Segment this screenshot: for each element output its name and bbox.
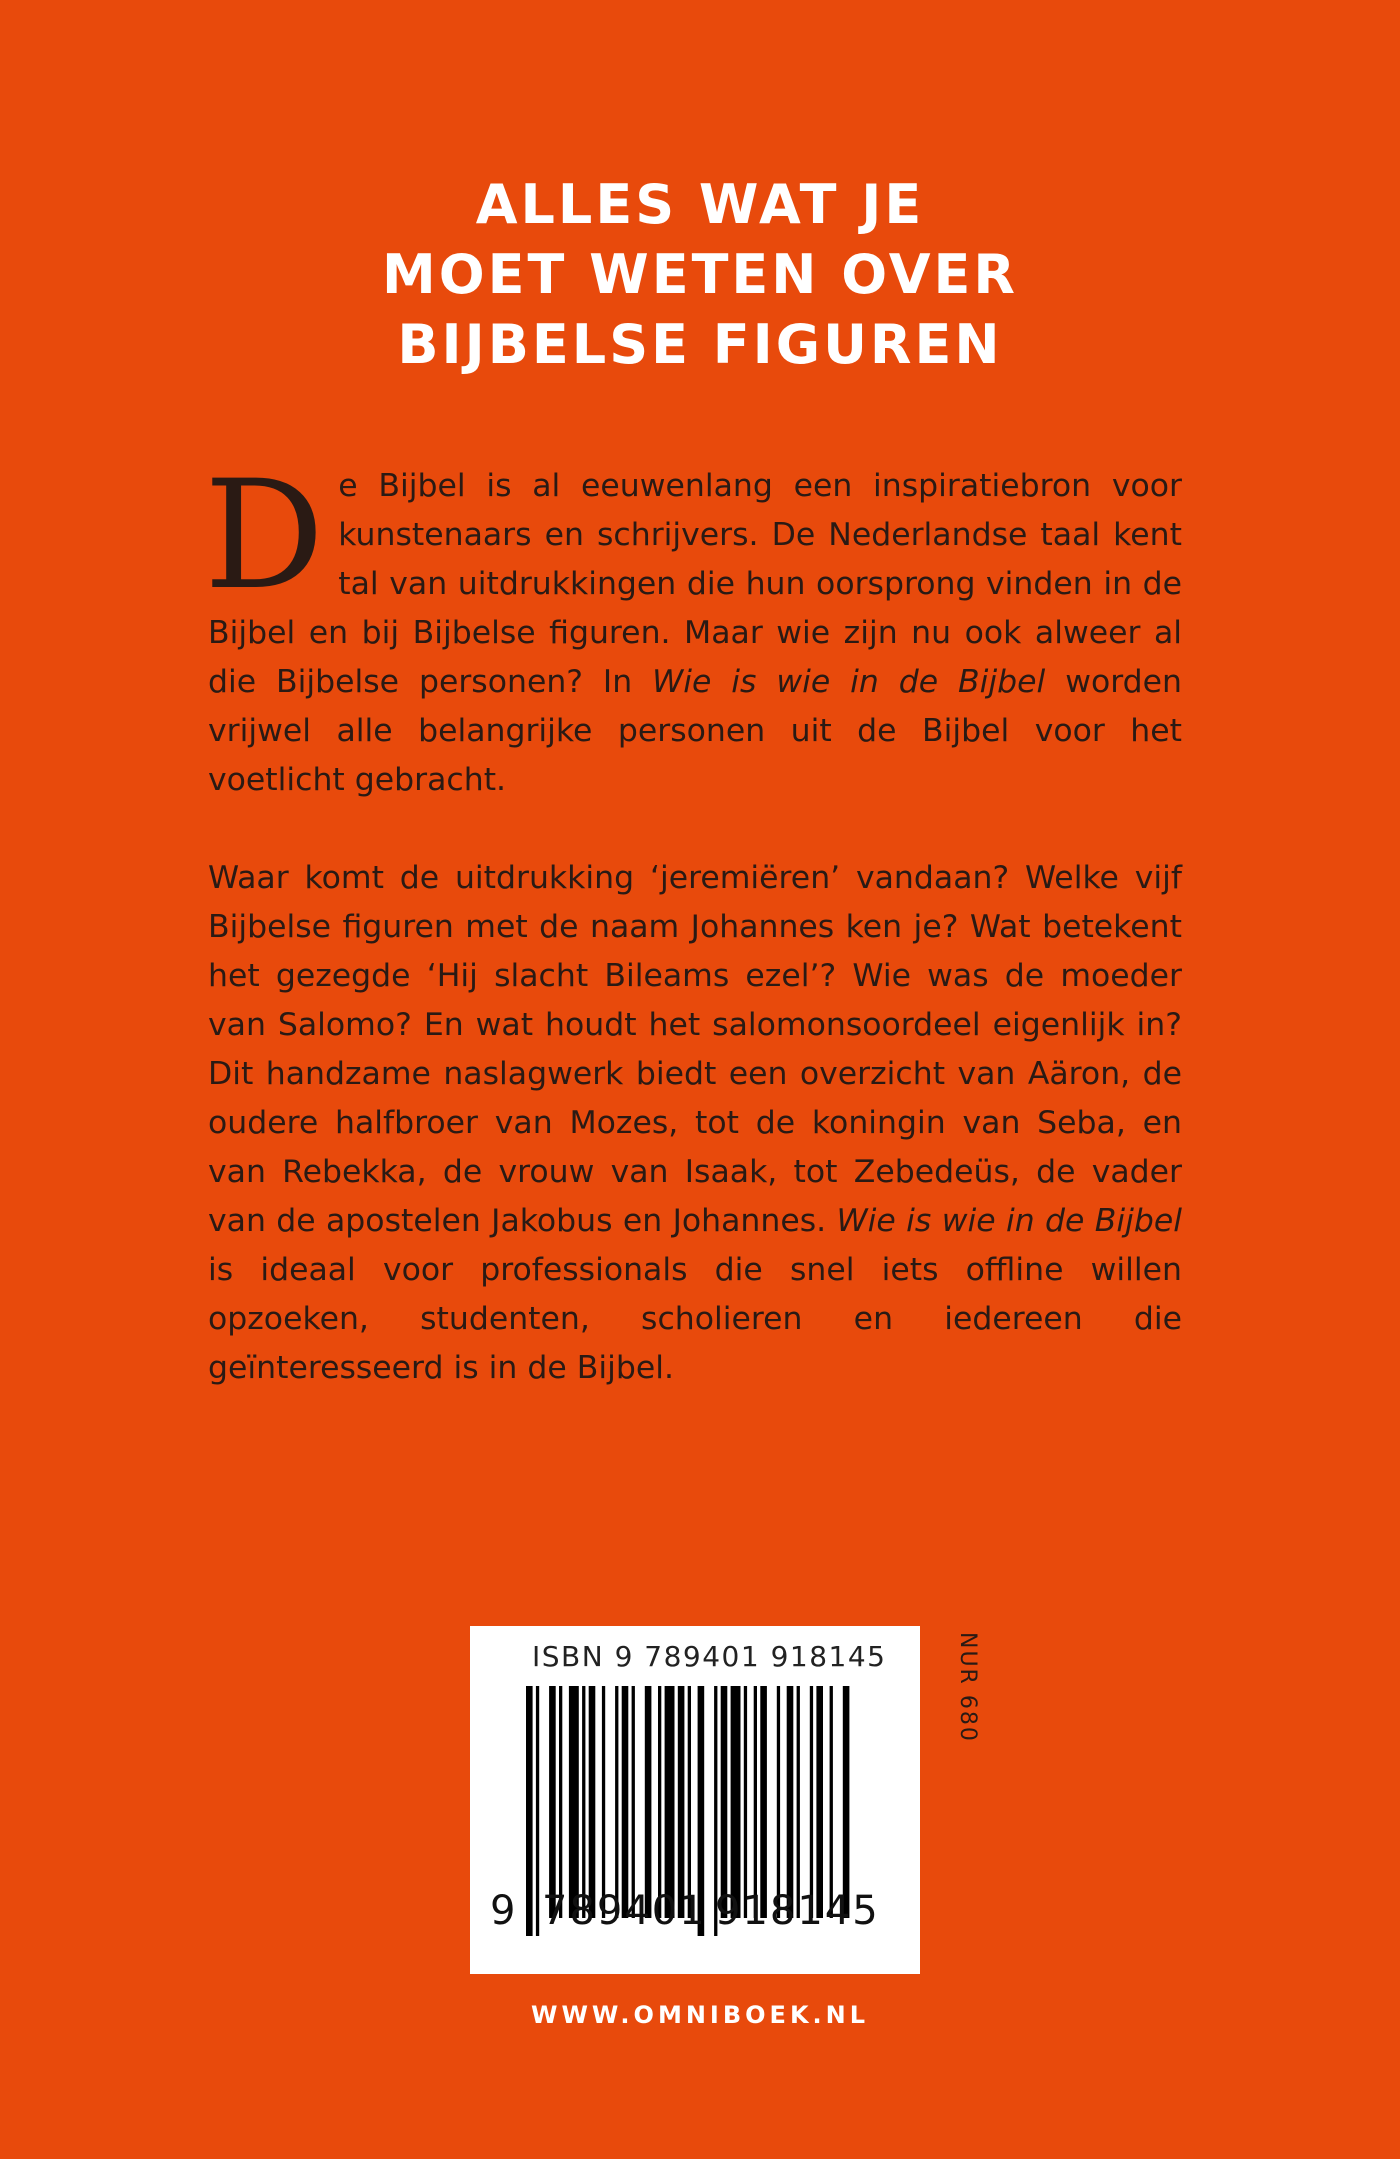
barcode-bar [688, 1686, 691, 1918]
barcode-bar [777, 1686, 780, 1918]
barcode-bar [797, 1686, 800, 1918]
book-title-italic: Wie is wie in de Bijbel [836, 1203, 1183, 1239]
barcode-bar [744, 1686, 747, 1918]
barcode-bar [549, 1686, 556, 1918]
barcode-bar [754, 1686, 757, 1918]
headline-line-2: MOET WETEN OVER [381, 243, 1019, 306]
blurb-p2-text-a: Waar komt de uitdrukking ‘jeremiëren’ vandaan? Welke vijf Bijbelse figuren met de naam Johannes ken je? Wat betekent het gezegde ‘Hij slacht Bileams ezel’? Wie was de moeder van Salomo? En wat houdt het salomonsoordeel eigenlijk in? Dit handzame naslagwerk biedt een overzicht van Aäron, de oudere halfbroer van Mozes, tot de koningin van Seba, en van Rebekka, de vrouw van Isaak, tot Zebedeüs, de vader van de apostelen Jakobus en Johannes. [208, 860, 1182, 1239]
barcode-bar [632, 1686, 635, 1918]
barcode-bar [760, 1686, 767, 1918]
barcode-bar [602, 1686, 605, 1918]
barcode-digits-right: 918145 [715, 1888, 880, 1934]
nur-code: NUR 680 [955, 1632, 980, 1743]
barcode-box [470, 1626, 920, 1974]
headline [0, 170, 1400, 380]
barcode-bar [589, 1686, 596, 1918]
blurb-p1-text-a: e Bijbel is al eeuwenlang een inspiratiebron voor kunstenaars en schrijvers. De Nederlandse taal kent tal van uitdrukkingen die hun oorsprong vinden in de Bijbel en bij Bijbelse figuren. Maar wie zijn nu ook alweer al die Bijbelse personen? In [208, 468, 1182, 700]
headline-line-3: BIJBELSE FIGUREN [397, 313, 1003, 376]
drop-cap: D [204, 449, 325, 623]
barcode-digits [490, 1888, 900, 1932]
barcode-digits-left: 789401 [542, 1888, 707, 1934]
barcode-digit-first: 9 [490, 1888, 518, 1934]
barcode-bar [787, 1686, 794, 1918]
barcode-bar [830, 1686, 833, 1918]
barcode-bar [559, 1686, 562, 1918]
barcode-bar [569, 1686, 579, 1918]
barcode-bar [678, 1686, 685, 1918]
blurb-paragraph-2 [208, 854, 1182, 1393]
barcode-bar [582, 1686, 585, 1918]
barcode-bar [665, 1686, 675, 1918]
barcode-bar [816, 1686, 823, 1918]
barcode-bar [721, 1686, 728, 1918]
book-title-italic: Wie is wie in de Bijbel [652, 664, 1046, 700]
barcode-bar [645, 1686, 652, 1918]
headline-line-1: ALLES WAT JE [475, 173, 925, 236]
barcode-bar [658, 1686, 661, 1918]
blurb-p2-text-b: is ideaal voor professionals die snel iets offline willen opzoeken, studenten, scholieren en iedereen die geïnteresseerd is in de Bijbel. [208, 1252, 1182, 1386]
blurb-p1-text-b: worden vrijwel alle belangrijke personen uit de Bijbel voor het voetlicht gebracht. [208, 664, 1182, 798]
barcode-bar [843, 1686, 850, 1918]
barcode-bar [731, 1686, 741, 1918]
isbn-text: ISBN 9 789401 918145 [532, 1640, 887, 1673]
website-url: WWW.OMNIBOEK.NL [530, 2001, 870, 2029]
barcode-bar [810, 1686, 813, 1918]
barcode-bar [615, 1686, 618, 1918]
blurb [204, 449, 1183, 1393]
blurb-paragraph-1 [204, 449, 1182, 805]
barcode-bar [622, 1686, 629, 1918]
